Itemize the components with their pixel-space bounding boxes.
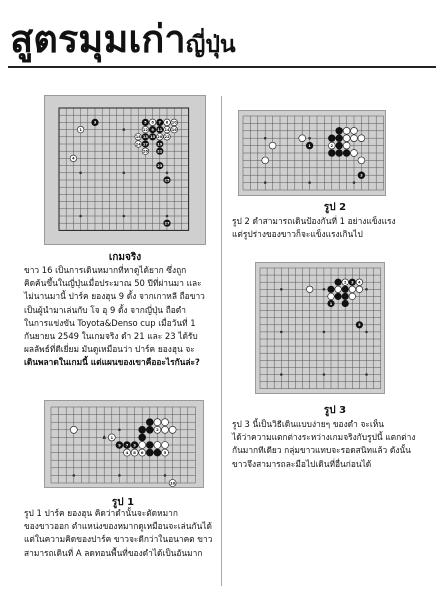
board-mark: A (102, 434, 106, 440)
board-grid (51, 407, 195, 486)
left-line: กันยายน 2549 ในเกมจริง ดำ 21 และ 23 ได้รับ (24, 331, 198, 342)
stone-number: 4 (72, 156, 75, 161)
stone-number: 14 (164, 127, 170, 132)
star-point (73, 474, 76, 477)
white-stone (154, 442, 161, 449)
fig2-caption: รูป 2 (323, 202, 347, 213)
fig1-line: สามารถเดินที่ A ลดทอนพื้นที่ของดำได้เป็นอันมาก (24, 547, 203, 558)
board-grid (59, 108, 189, 230)
left-line: ขาว 16 เป็นการเดินหมากที่หาดูได้ยาก ซึ่งถูก (24, 265, 187, 275)
stone-number: 6 (140, 449, 144, 455)
black-stone (335, 293, 342, 300)
star-point (166, 172, 169, 175)
white-stone (149, 119, 156, 126)
left-line: คิดค้นขึ้นในญี่ปุ่นเมื่อประมาณ 50 ปีที่ผ่านมา และ (24, 278, 202, 289)
star-point (123, 215, 126, 218)
stone-number: 20 (157, 135, 163, 140)
black-stone (149, 126, 156, 133)
black-stone (139, 426, 146, 433)
stone-number: 5 (163, 449, 167, 455)
black-stone (146, 426, 153, 433)
white-stone (154, 426, 161, 433)
stone-number: 1 (79, 127, 82, 132)
page-title (10, 18, 236, 66)
stone-number: 24 (135, 142, 141, 147)
stone-number: 13 (142, 135, 148, 140)
star-point (164, 474, 167, 477)
black-stone (336, 127, 343, 134)
white-stone (343, 142, 350, 149)
stone-number: 12 (142, 127, 148, 132)
stone-number: 11 (157, 127, 163, 132)
star-point (118, 429, 121, 432)
star-point (123, 172, 126, 175)
stone-number: 1 (329, 301, 333, 306)
white-stone (139, 442, 146, 449)
black-stone (154, 449, 161, 456)
board-grid (260, 268, 381, 389)
stone-number: 9 (118, 442, 121, 448)
black-stone (146, 449, 153, 456)
white-stone (108, 434, 115, 441)
stone-number: 15 (150, 135, 156, 140)
stone-number: 26 (142, 149, 148, 154)
stone-number: 3 (351, 280, 354, 285)
white-stone (262, 157, 269, 164)
black-stone (156, 119, 163, 126)
star-point (118, 474, 121, 477)
white-stone (171, 119, 178, 126)
game-heading: เกมจริง (108, 252, 142, 263)
black-stone (156, 148, 163, 155)
game-record-svg (45, 96, 205, 244)
star-point (123, 128, 126, 131)
white-stone (343, 135, 350, 142)
stone-number: 10 (171, 120, 177, 125)
star-point (264, 181, 267, 184)
white-stone (70, 426, 77, 433)
black-stone (142, 119, 149, 126)
stone-number: 21 (157, 149, 163, 154)
white-stone (169, 480, 176, 487)
black-stone (142, 141, 149, 148)
white-stone (343, 127, 350, 134)
stone-number: 2 (343, 280, 347, 285)
stone-number: 16 (171, 127, 177, 132)
white-stone (299, 135, 306, 142)
left-line: เดินพลาดในเกมนี้ แต่แผนของเขาคืออะไรกันล่ะ? (24, 357, 200, 368)
star-point (280, 288, 283, 291)
game-record-board (44, 95, 206, 245)
fig2-line: รูป 2 ดำสามารถเดินป้องกันที่ 1 อย่างแข็งแรง (232, 216, 396, 226)
white-stone (162, 442, 169, 449)
black-stone (124, 442, 131, 449)
fig3-paragraph (232, 418, 428, 471)
black-stone (156, 141, 163, 148)
stone-number: 27 (164, 221, 170, 226)
black-stone (328, 286, 335, 293)
fig3-line: กันมากทีเดียว กลุ่มขาวแทบจะรอดสนิทแล้ว ดังนั้น (232, 445, 411, 456)
black-stone (116, 442, 123, 449)
fig2-board (238, 110, 386, 196)
white-stone (139, 449, 146, 456)
white-stone (135, 133, 142, 140)
stone-number: 8 (133, 449, 136, 455)
white-stone (131, 449, 138, 456)
fig3-svg (256, 263, 384, 393)
stone-number: 4 (125, 449, 129, 455)
white-stone (154, 419, 161, 426)
stone-number: 3 (360, 173, 363, 178)
black-stone (336, 142, 343, 149)
black-stone (306, 142, 313, 149)
white-stone (306, 286, 313, 293)
left-line: ผลลัพธ์ที่ดีเยี่ยม มันดูเหมือนว่า ปาร์ค ยองฮุน จะ (24, 344, 195, 355)
fig1-line: ของขาวออก ตำแหน่งของหมากดูเหมือนจะเล่นกันได้ (24, 521, 212, 532)
stone-number: 25 (164, 178, 170, 183)
black-stone (156, 126, 163, 133)
stone-number: 3 (93, 120, 97, 125)
black-stone (149, 133, 156, 140)
black-stone (164, 177, 171, 184)
stone-number: 8 (165, 120, 169, 125)
black-stone (328, 150, 335, 157)
star-point (323, 331, 326, 334)
fig3-line: รูป 3 นี้เป็นวิธีเดินแบบง่ายๆ ของดำ จะเห็น (232, 419, 384, 429)
black-stone (358, 172, 365, 179)
white-stone (162, 419, 169, 426)
black-stone (142, 133, 149, 140)
white-stone (349, 293, 356, 300)
white-stone (356, 279, 363, 286)
black-stone (356, 322, 363, 329)
white-stone (351, 127, 358, 134)
star-point (308, 137, 311, 140)
black-stone (342, 286, 349, 293)
stone-number: 18 (135, 135, 141, 140)
left-line: เป็นผู้นำมาเล่นกับ โจ อุ 9 ดั้ง จากญี่ปุ่น ถือดำ (24, 304, 186, 315)
black-stone (343, 150, 350, 157)
white-stone (164, 126, 171, 133)
left-line: ไม่นานมานี้ ปาร์ค ยองฮุน 9 ดั้ง จากเกาหลี ถือขาว (24, 291, 205, 302)
black-stone (336, 135, 343, 142)
black-stone (164, 220, 171, 227)
white-stone (162, 449, 169, 456)
fig2-paragraph (232, 215, 427, 241)
white-stone (351, 135, 358, 142)
black-stone (342, 300, 349, 307)
fig1-paragraph (24, 507, 216, 560)
stone-number: 5 (144, 120, 147, 125)
star-point (323, 373, 326, 376)
fig3-line: ขาวจึงสามารถละมือไปเดินที่อื่นก่อนได้ (232, 458, 372, 469)
fig3-board (255, 262, 385, 394)
left-paragraph (24, 264, 214, 370)
title-rule (8, 66, 436, 68)
white-stone (269, 142, 276, 149)
white-stone (70, 155, 77, 162)
stone-number: 7 (158, 120, 162, 125)
white-stone (328, 293, 335, 300)
black-stone (335, 279, 342, 286)
stone-number: 10 (169, 480, 176, 486)
white-stone (351, 150, 358, 157)
white-stone (156, 133, 163, 140)
stone-number: 5 (358, 323, 361, 328)
stone-number: 7 (125, 442, 129, 448)
stone-number: 1 (308, 143, 311, 148)
white-stone (171, 126, 178, 133)
white-stone (164, 133, 171, 140)
black-stone (131, 442, 138, 449)
star-point (79, 215, 82, 218)
white-stone (328, 142, 335, 149)
black-stone (146, 442, 153, 449)
title-main: สูตรมุมเก่า (10, 17, 186, 61)
stone-number: 19 (157, 142, 163, 147)
white-stone (142, 126, 149, 133)
star-point (365, 288, 368, 291)
star-point (308, 181, 311, 184)
black-stone (328, 135, 335, 142)
fig3-line: ได้ว่าความแตกต่างระหว่างเกมจริงกับรูปนี้ แตกต่าง (232, 432, 416, 443)
star-point (166, 215, 169, 218)
stone-number: 1 (110, 434, 114, 440)
white-stone (358, 135, 365, 142)
star-point (280, 331, 283, 334)
black-stone (146, 419, 153, 426)
title-sub: ญี่ปุ่น (185, 32, 236, 58)
white-stone (164, 119, 171, 126)
fig3-caption: รูป 3 (323, 405, 347, 416)
black-stone (336, 150, 343, 157)
stone-number: 23 (157, 163, 163, 168)
star-point (365, 373, 368, 376)
column-divider (221, 96, 222, 586)
white-stone (349, 286, 356, 293)
white-stone (77, 126, 84, 133)
stone-number: 3 (133, 442, 136, 448)
white-stone (135, 141, 142, 148)
stone-number: 2 (156, 427, 159, 433)
black-stone (328, 300, 335, 307)
black-stone (139, 434, 146, 441)
star-point (264, 137, 267, 140)
left-line: ในการแข่งขัน Toyota&Denso cup เมื่อวันที่ 1 (24, 317, 196, 328)
stone-number: 4 (358, 280, 361, 285)
white-stone (162, 426, 169, 433)
white-stone (335, 286, 342, 293)
fig1-board (44, 400, 204, 488)
fig1-line: รูป 1 ปาร์ค ยองฮุน คิดว่าดำนั้นจะตัดหมาก (24, 508, 178, 518)
star-point (79, 172, 82, 175)
white-stone (169, 426, 176, 433)
fig1-caption: รูป 1 (111, 497, 135, 508)
white-stone (124, 449, 131, 456)
stone-number: 6 (151, 120, 154, 125)
white-stone (342, 279, 349, 286)
stone-number: 2 (330, 143, 334, 148)
black-stone (349, 279, 356, 286)
white-stone (356, 286, 363, 293)
white-stone (142, 148, 149, 155)
fig1-line: แต่ในความคิดของปาร์ค ขาวจะดีกว่าในอนาคต ขาว (24, 534, 213, 545)
board-grid (243, 116, 384, 190)
fig2-svg (239, 111, 385, 195)
black-stone (156, 162, 163, 169)
black-stone (342, 293, 349, 300)
star-point (280, 373, 283, 376)
stone-number: 9 (151, 127, 154, 132)
stone-number: 22 (164, 135, 170, 140)
fig2-line: แต่รูปร่างของขาวก็จะแข็งแรงเกินไป (232, 229, 363, 240)
star-point (353, 181, 356, 184)
star-point (323, 288, 326, 291)
white-stone (358, 157, 365, 164)
star-point (365, 331, 368, 334)
stone-number: 17 (142, 142, 148, 147)
fig1-svg (45, 401, 203, 487)
black-stone (92, 119, 99, 126)
